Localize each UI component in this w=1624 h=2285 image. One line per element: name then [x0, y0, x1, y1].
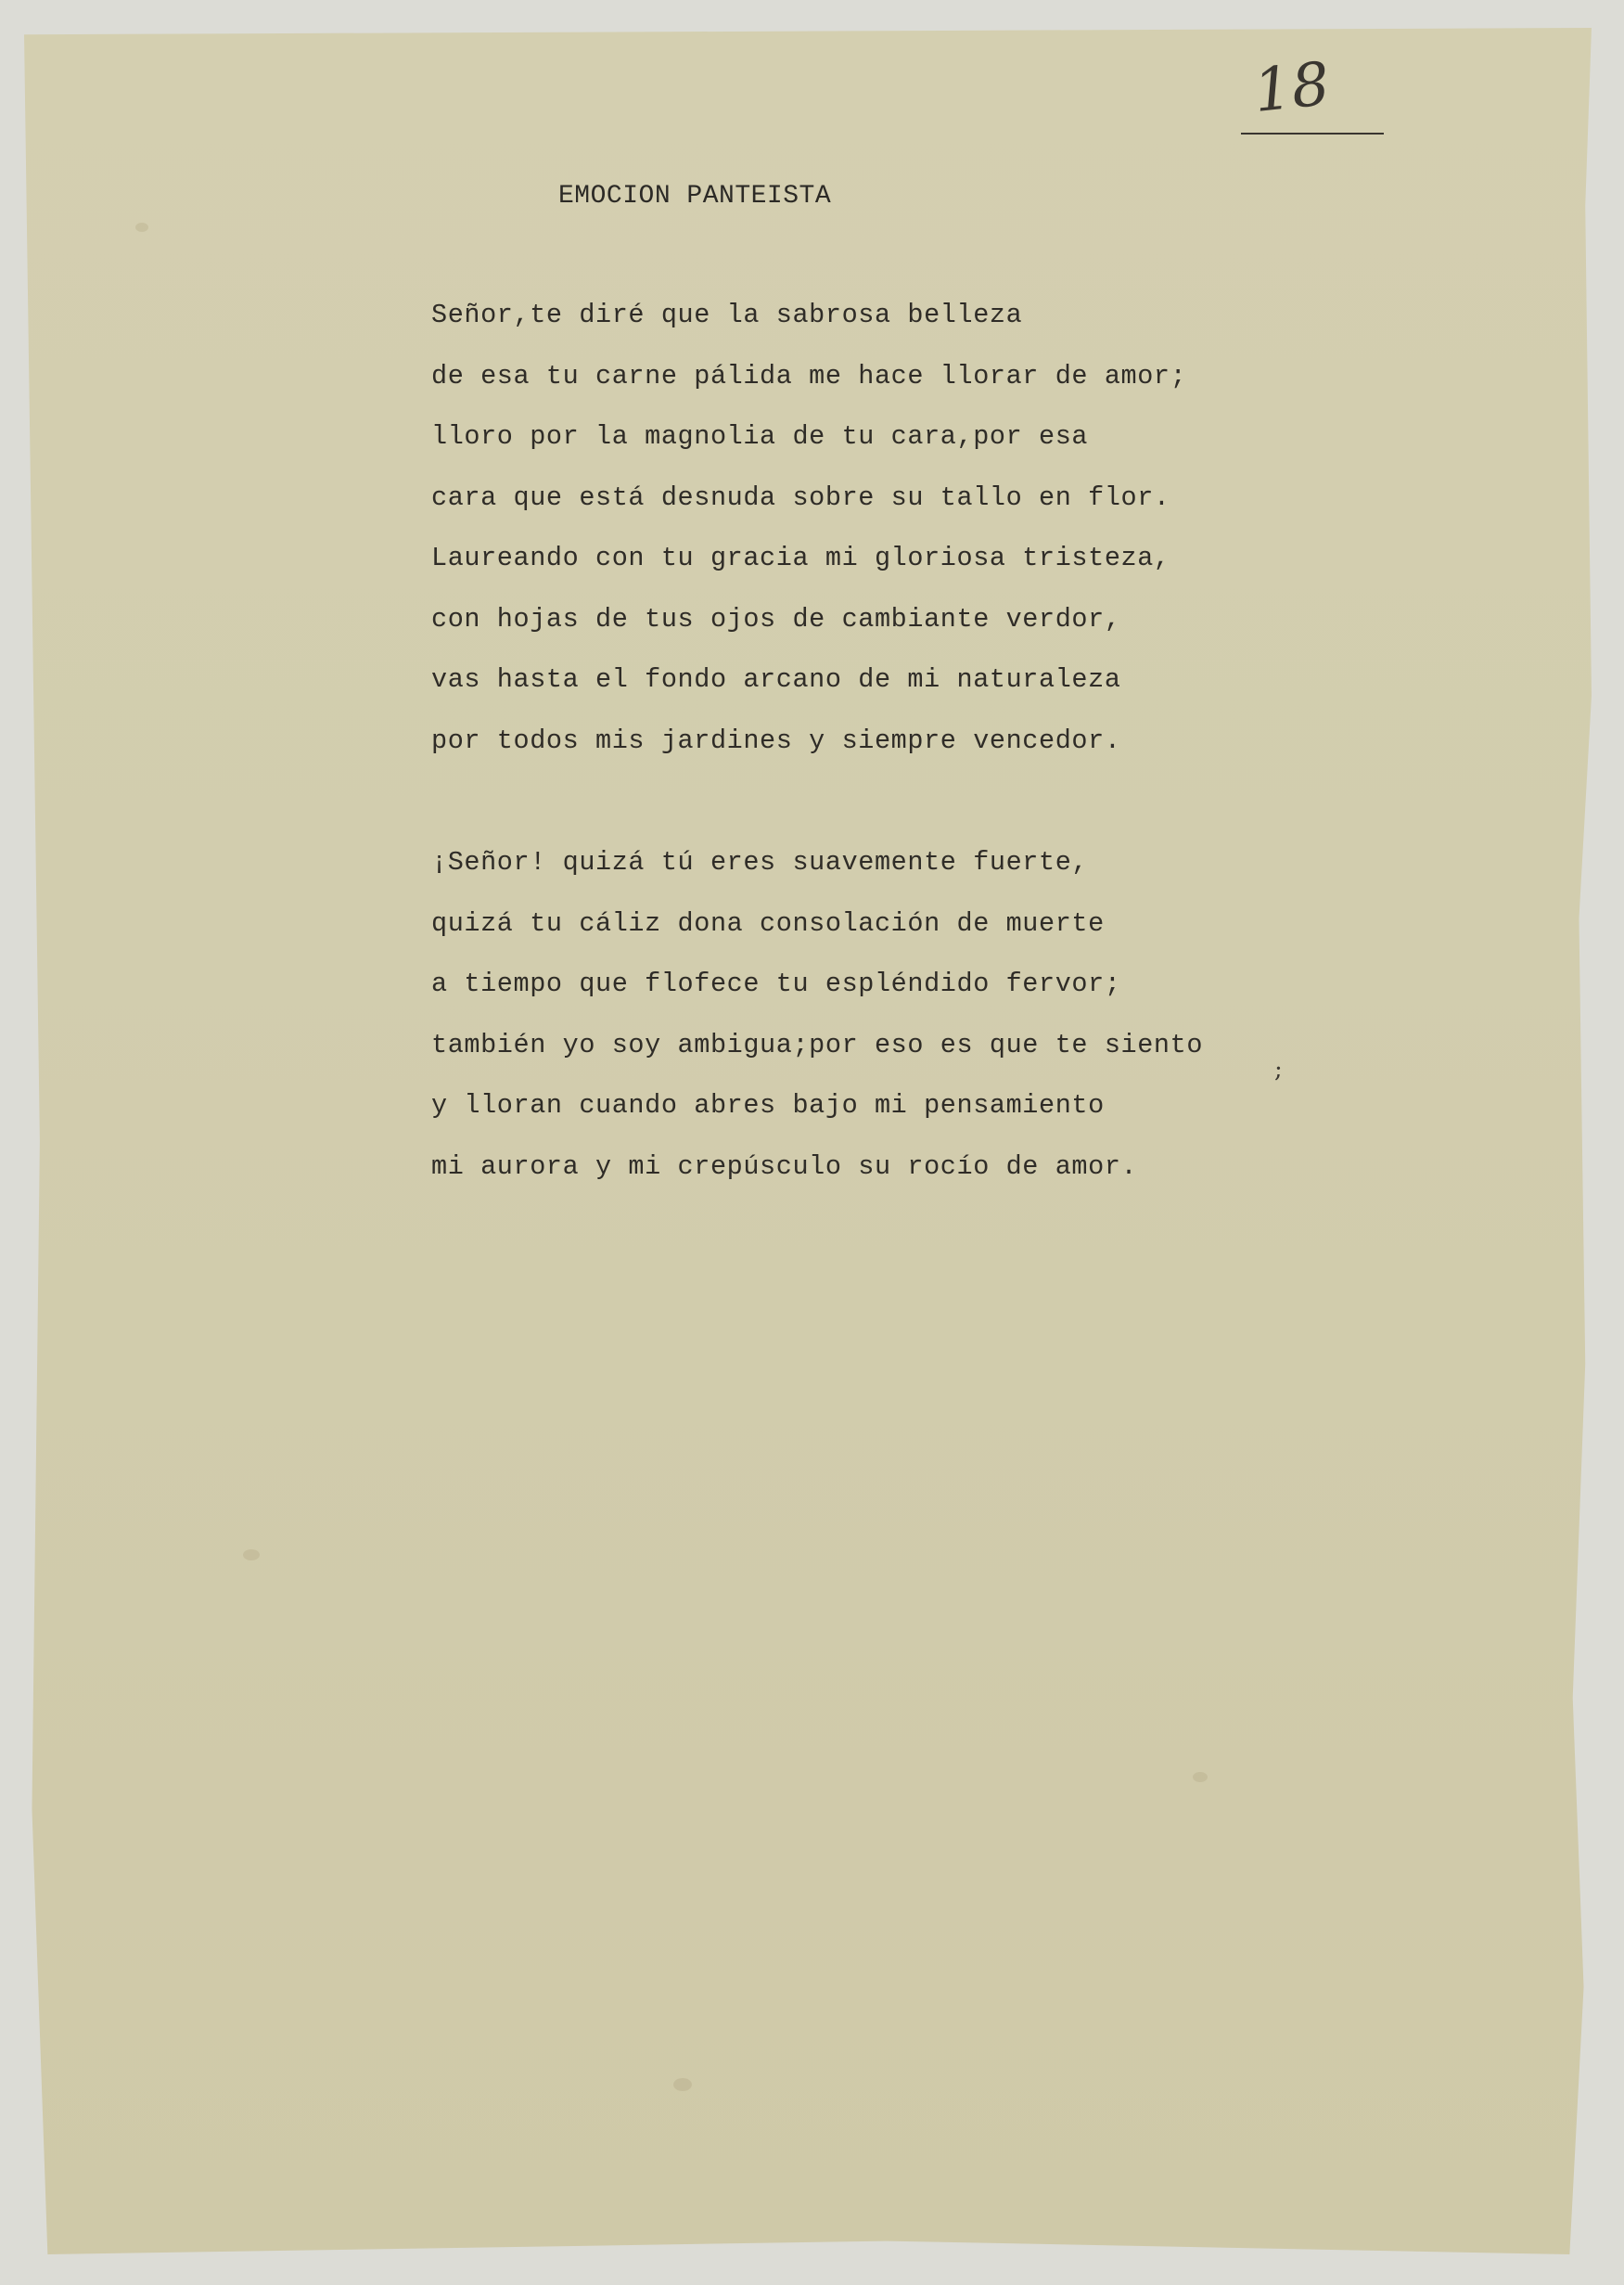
- poem-line: de esa tu carne pálida me hace llorar de amor;: [431, 360, 1187, 392]
- poem-line: también yo soy ambigua;por eso es que te siento: [431, 1029, 1204, 1060]
- poem-title: EMOCION PANTEISTA: [558, 182, 832, 211]
- paper-stain: [1193, 1772, 1208, 1782]
- page-number-underline: [1241, 133, 1384, 135]
- poem-line: con hojas de tus ojos de cambiante verdor,: [431, 603, 1121, 635]
- poem-line: y lloran cuando abres bajo mi pensamiento: [431, 1090, 1105, 1121]
- stanza-1: [431, 299, 1203, 785]
- poem-line: mi aurora y mi crepúsculo su rocío de amor.: [431, 1150, 1138, 1182]
- poem-line: lloro por la magnolia de tu cara,por esa: [431, 421, 1089, 452]
- handwritten-margin-mark: ;: [1274, 1056, 1283, 1084]
- stanza-2: [431, 846, 1203, 1211]
- paper-stain: [243, 1549, 260, 1560]
- poem-line: ¡Señor! quizá tú eres suavemente fuerte,: [431, 847, 1089, 878]
- paper-stain: [135, 223, 148, 232]
- poem-line: quizá tu cáliz dona consolación de muerte: [431, 907, 1105, 939]
- poem-line: Señor,te diré que la sabrosa belleza: [431, 300, 1023, 330]
- poem-line: por todos mis jardines y siempre vencedor.: [431, 725, 1121, 756]
- poem-line: cara que está desnuda sobre su tallo en flor.: [431, 481, 1170, 513]
- poem-line: vas hasta el fondo arcano de mi naturaleza: [431, 664, 1121, 695]
- poem-line: a tiempo que flofece tu espléndido fervor;: [431, 969, 1121, 999]
- poem-body: [431, 299, 1203, 1272]
- handwritten-page-number: 18: [1250, 49, 1334, 127]
- paper-stain: [673, 2078, 692, 2091]
- poem-line: Laureando con tu gracia mi gloriosa tristeza,: [431, 543, 1170, 573]
